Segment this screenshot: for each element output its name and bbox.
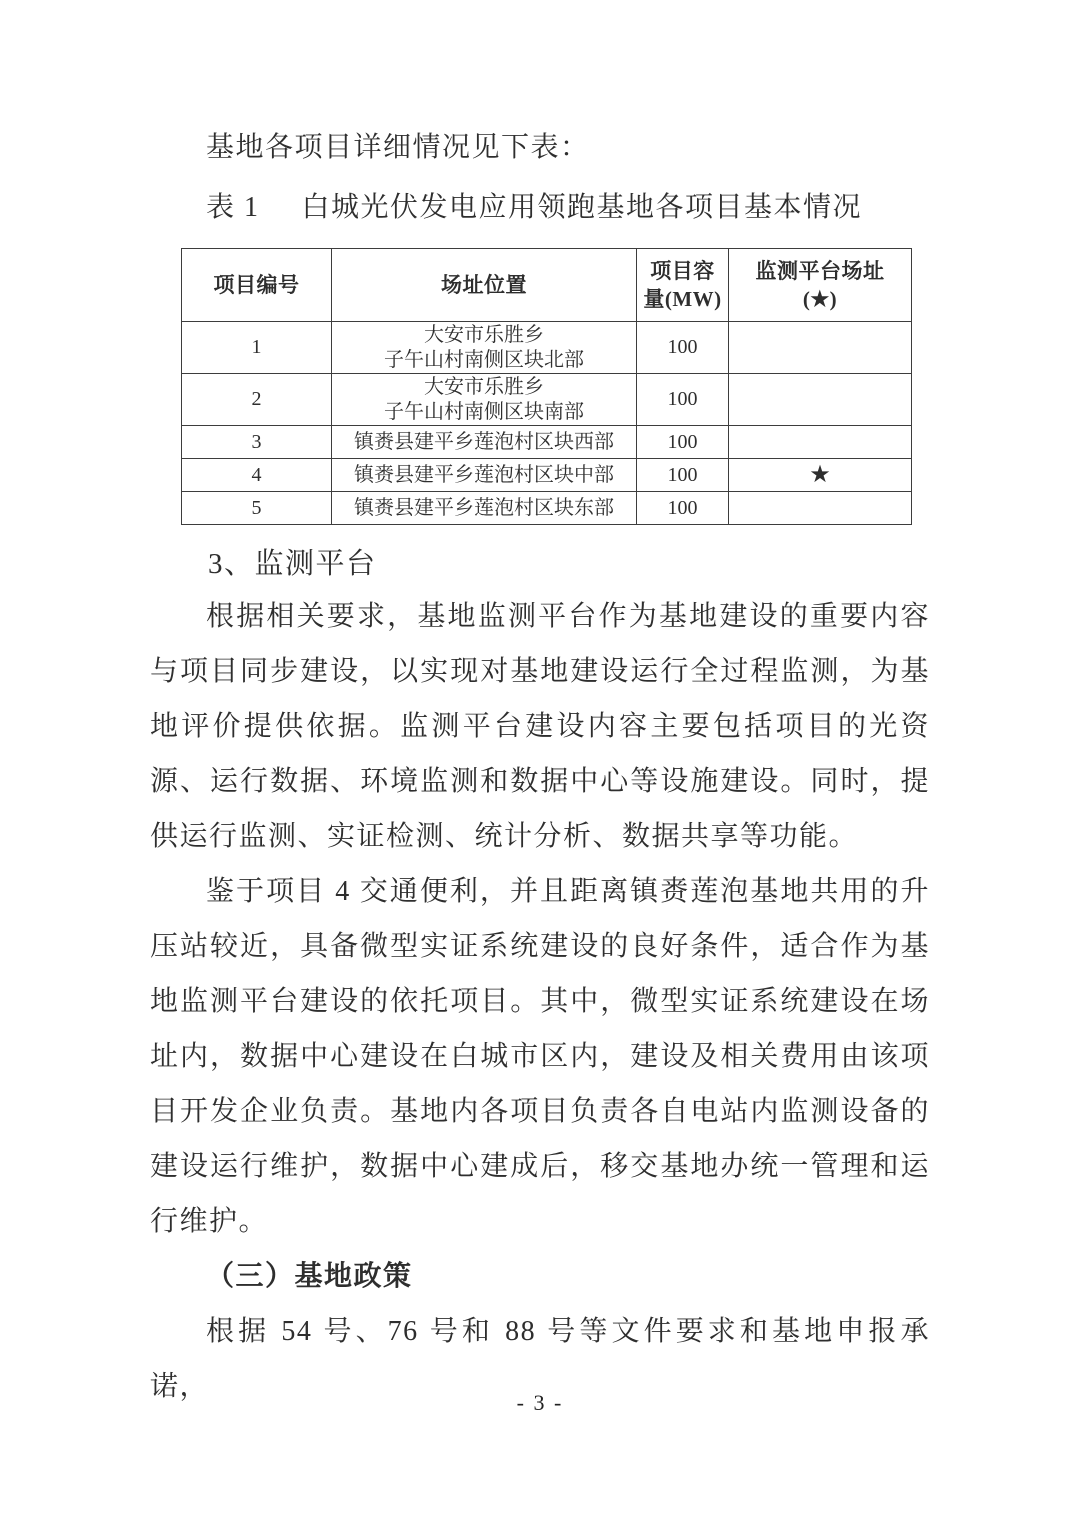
- cell-platform-star: ★: [729, 459, 912, 492]
- cell-capacity: 100: [637, 492, 729, 525]
- cell-platform-star: [729, 426, 912, 459]
- paragraph-platform-1: 根据相关要求，基地监测平台作为基地建设的重要内容与项目同步建设，以实现对基地建设运行全过程监测，为基地评价提供依据。监测平台建设内容主要包括项目的光资源、运行数据、环境监测和数据中心等设施建设。同时，提供运行监测、实证检测、统计分析、数据共享等功能。: [150, 601, 930, 852]
- table-header-row: [182, 249, 912, 322]
- section-heading-monitoring-platform: 3、监测平台: [208, 548, 377, 580]
- header-capacity-line2: 量(MW): [643, 287, 722, 311]
- cell-project-id: 5: [182, 492, 332, 525]
- location-line: 镇赉县建平乡莲泡村区块西部: [354, 430, 614, 453]
- location-line: 大安市乐胜乡: [424, 323, 544, 346]
- section-heading-base-policy: （三）基地政策: [206, 1261, 413, 1292]
- cell-project-id: 1: [182, 322, 332, 374]
- table-caption: [150, 190, 930, 226]
- cell-location: [332, 322, 637, 374]
- cell-capacity: 100: [637, 426, 729, 459]
- table-caption-label: 表 1: [206, 192, 260, 223]
- header-platform-line2: (★): [802, 287, 838, 311]
- cell-location: [332, 459, 637, 492]
- cell-platform-star: [729, 322, 912, 374]
- table-row: [182, 459, 912, 492]
- cell-capacity: 100: [637, 459, 729, 492]
- cell-project-id: 2: [182, 374, 332, 426]
- table-caption-title: 白城光伏发电应用领跑基地各项目基本情况: [301, 192, 863, 223]
- cell-project-id: 4: [182, 459, 332, 492]
- cell-capacity: 100: [637, 322, 729, 374]
- paragraph-platform-2: 鉴于项目 4 交通便利，并且距离镇赉莲泡基地共用的升压站较近，具备微型实证系统建设的良好条件，适合作为基地监测平台建设的依托项目。其中，微型实证系统建设在场址内，数据中心建设在白城市区内，建设及相关费用由该项目开发企业负责。基地内各项目负责各自电站内监测设备的建设运行维护，数据中心建成后，移交基地办统一管理和运行维护。: [150, 876, 930, 1237]
- location-line: 子午山村南侧区块南部: [384, 400, 584, 423]
- cell-location: [332, 374, 637, 426]
- page-number: - 3 -: [516, 1390, 564, 1415]
- table-row: [182, 492, 912, 525]
- intro-text: 基地各项目详细情况见下表：: [206, 132, 590, 163]
- location-line: 大安市乐胜乡: [424, 375, 544, 398]
- cell-platform-star: [729, 492, 912, 525]
- location-line: 镇赉县建平乡莲泡村区块中部: [354, 463, 614, 486]
- header-platform-line1: 监测平台场址: [755, 259, 885, 283]
- header-project-id: 项目编号: [182, 249, 332, 322]
- location-line: 子午山村南侧区块北部: [384, 348, 584, 371]
- cell-project-id: 3: [182, 426, 332, 459]
- projects-table: [181, 248, 912, 525]
- cell-capacity: 100: [637, 374, 729, 426]
- cell-location: [332, 426, 637, 459]
- table-row: [182, 322, 912, 374]
- table-row: [182, 374, 912, 426]
- cell-platform-star: [729, 374, 912, 426]
- header-platform-site: [729, 249, 912, 322]
- header-capacity: [637, 249, 729, 322]
- table-row: [182, 426, 912, 459]
- location-line: 镇赉县建平乡莲泡村区块东部: [354, 496, 614, 519]
- cell-location: [332, 492, 637, 525]
- paragraph-policy: 根据 54 号、76 号和 88 号等文件要求和基地申报承诺，: [150, 1316, 930, 1402]
- header-capacity-line1: 项目容: [650, 259, 715, 283]
- header-site-location: 场址位置: [332, 249, 637, 322]
